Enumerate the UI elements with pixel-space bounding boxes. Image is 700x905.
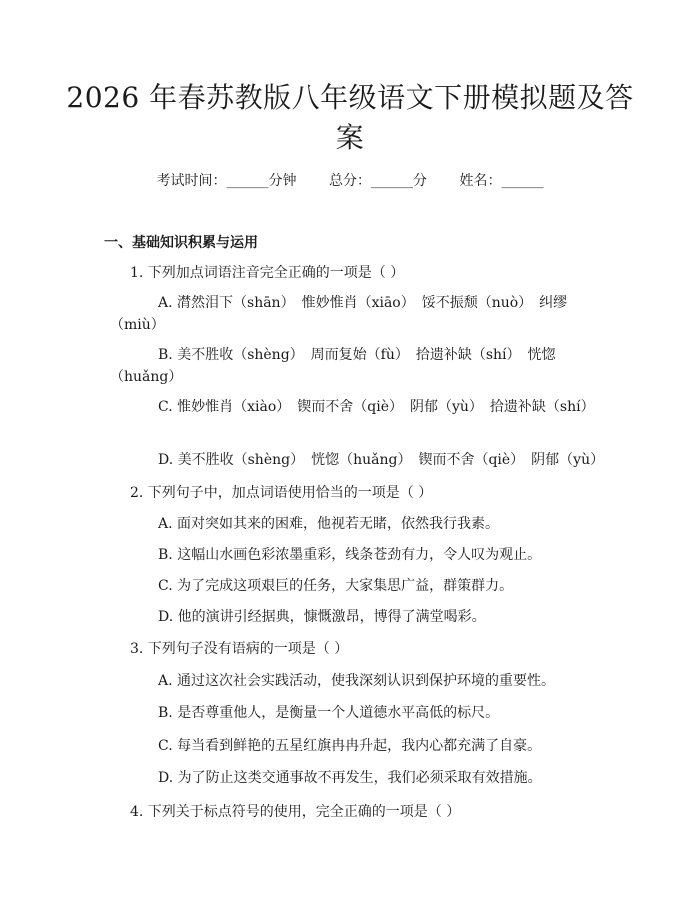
exam-total-score: 总分：______分	[329, 173, 427, 189]
option-a: A. 通过这次社会实践活动，使我深刻认识到保护环境的重要性。	[158, 673, 556, 689]
title-line-2: 案	[335, 121, 365, 154]
exam-time: 考试时间：______分钟	[156, 173, 297, 189]
option-c: C. 为了完成这项艰巨的任务，大家集思广益，群策群力。	[158, 578, 514, 594]
option-d: D. 他的演讲引经据典，慷慨激昂，博得了满堂喝彩。	[158, 609, 486, 625]
student-name: 姓名：______	[459, 173, 544, 189]
question-stem: 3. 下列句子没有语病的一项是（ ）	[130, 641, 349, 657]
question-stem: 4. 下列关于标点符号的使用，完全正确的一项是（ ）	[130, 804, 461, 820]
option-b: B. 这幅山水画色彩浓墨重彩，线条苍劲有力，令人叹为观止。	[158, 547, 542, 563]
document-title	[60, 78, 640, 158]
option-c: C. 每当看到鲜艳的五星红旗冉冉升起，我内心都充满了自豪。	[158, 738, 542, 754]
option-c: C. 惟妙惟肖（xiào） 锲而不舍（qiè） 阴郁（yù） 拾遗补缺（shí）	[158, 399, 595, 415]
option-a: A. 潸然泪下（shān） 惟妙惟肖（xiāo） 馁不振颓（nuò） 纠缪（miù）	[110, 295, 568, 333]
option-d: D. 美不胜收（shèng） 恍惚（huǎng） 锲而不舍（qiè） 阴郁（yù）	[158, 452, 605, 468]
question-stem: 2. 下列句子中，加点词语使用恰当的一项是（ ）	[130, 485, 433, 501]
option-a: A. 面对突如其来的困难，他视若无睹，依然我行我素。	[158, 516, 500, 532]
option-b: B. 美不胜收（shèng） 周而复始（fù） 拾遗补缺（shí） 恍惚（huǎng）	[110, 347, 556, 385]
option-d: D. 为了防止这类交通事故不再发生，我们必须采取有效措施。	[158, 770, 542, 786]
section-heading: 一、基础知识积累与运用	[104, 235, 258, 251]
option-b: B. 是否尊重他人，是衡量一个人道德水平高低的标尺。	[158, 705, 500, 721]
exam-meta	[0, 170, 700, 190]
question-stem: 1. 下列加点词语注音完全正确的一项是（ ）	[130, 265, 405, 281]
title-line-1: 2026 年春苏教版八年级语文下册模拟题及答	[66, 81, 634, 114]
